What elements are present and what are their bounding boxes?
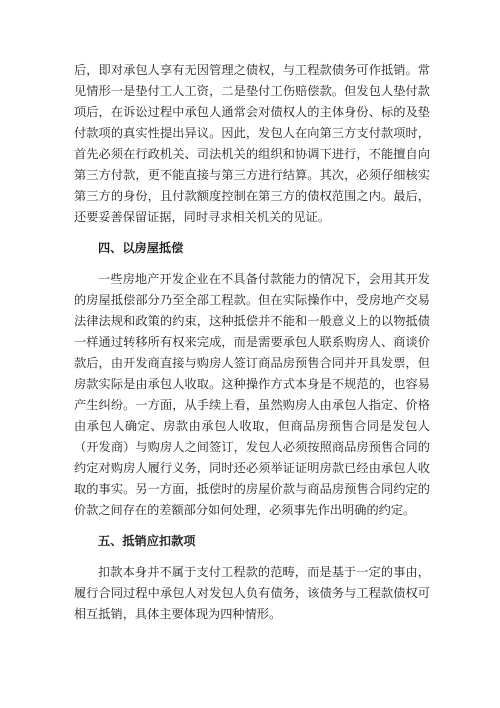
paragraph-debt-offset: 后，即对承包人享有无因管理之债权，与工程款债务可作抵销。常见情形一是垫付工人工资，二是垫付工伤赔偿款。但发包人垫付款项后，在诉讼过程中承包人通常会对债权人的主体身份、标的及垫付款项的真实性提出异议。因此，发包人在向第三方支付款项时，首先必须在行政机关、司法机关的组织和协调下进行，不能擅自向第三方付款，更不能直接与第三方进行结算。其次，必须仔细核实第三方的身份，且付款额度控制在第三方的债权范围之内。最后，还要妥善保留证据，同时寻求相关机关的见证。 (74, 63, 430, 224)
paragraph-deduction-offset: 扣款本身并不属于支付工程款的范畴，而是基于一定的事由，履行合同过程中承包人对发包人负有债务，该债务与工程款债权可相互抵销，具体主要体现为四种情形。 (74, 565, 430, 621)
document-body (74, 60, 430, 635)
paragraph-house-compensation: 一些房地产开发企业在不具备付款能力的情况下，会用其开发的房屋抵偿部分乃至全部工程款。但在实际操作中，受房地产交易法律法规和政策的约束，这种抵偿并不能和一般意义上的以物抵债一样通过转移所有权来完成，而是需要承包人联系购房人、商谈价款后，由开发商直接与购房人签订商品房预售合同并开具发票，但房款实际是由承包人收取。这种操作方式本身是不规范的，也容易产生纠纷。一方面，从手续上看，虽然购房人由承包人指定、价格由承包人确定、房款由承包人收取，但商品房预售合同是发包人（开发商）与购房人之间签订，发包人必须按照商品房预售合同的约定对购房人履行义务，同时还必须举证证明房款已经由承包人收取的事实。另一方面，抵偿时的房屋价款与商品房预售合同约定的价款之间存在的差额部分如何处理，必须事先作出明确的约定。 (74, 272, 430, 517)
section-heading-house-compensation: 四、以房屋抵偿 (98, 241, 184, 255)
section-heading-deduction-offset: 五、抵销应扣款项 (98, 534, 196, 548)
